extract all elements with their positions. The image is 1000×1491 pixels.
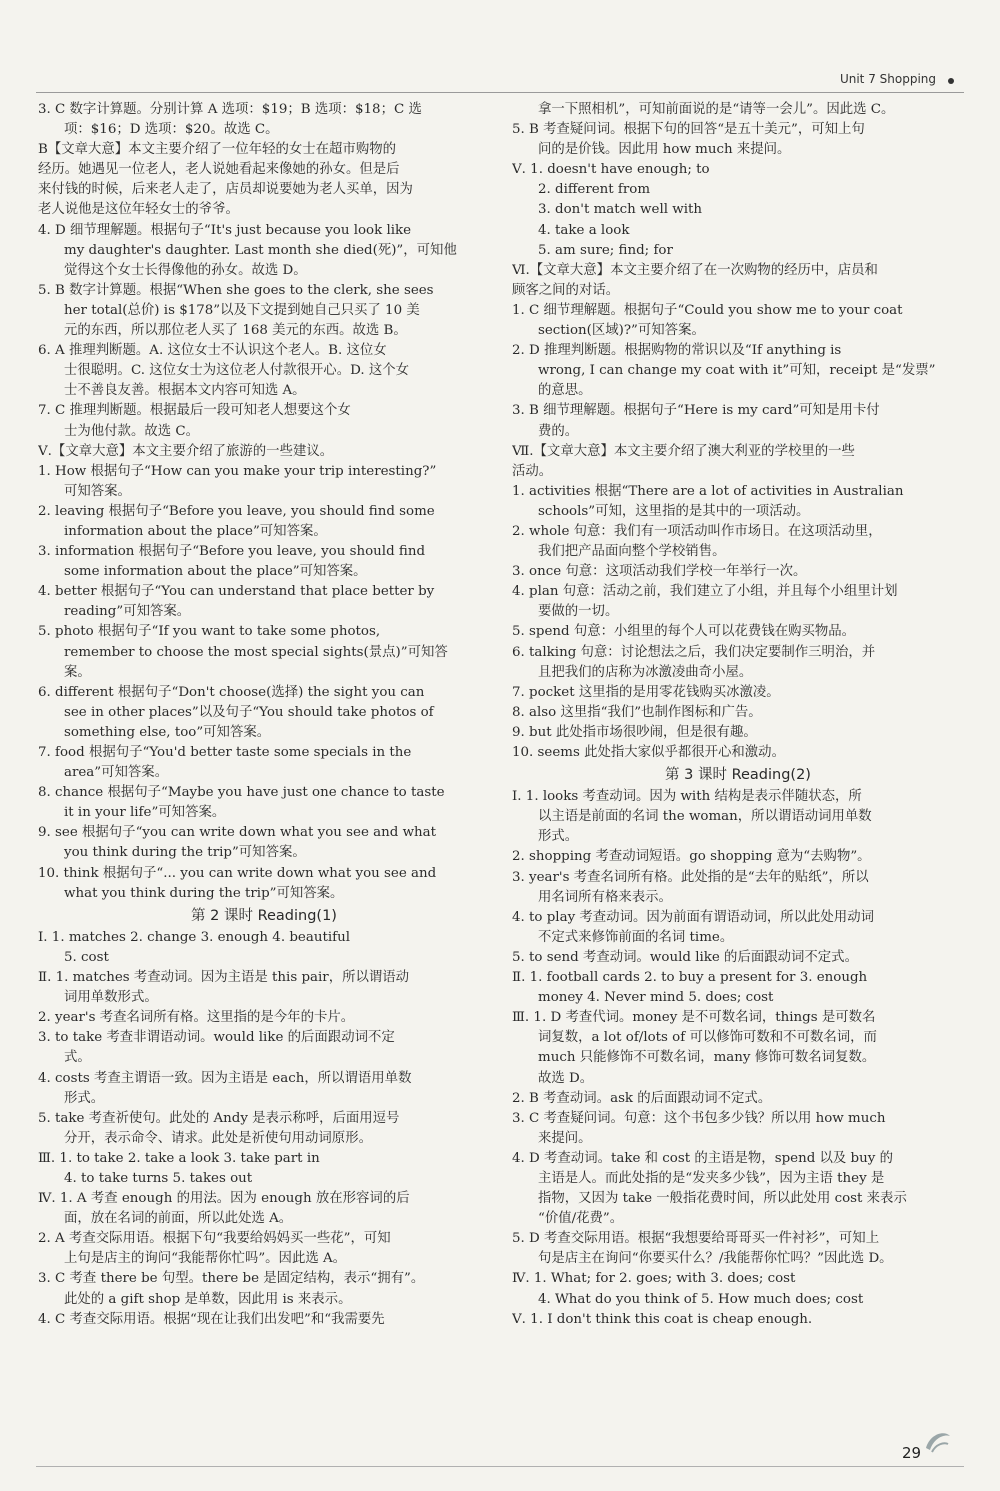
text-line: Ⅱ. 1. football cards 2. to buy a present for 3. enough [512,970,868,986]
text-line: wrong, I can change my coat with it”可知，receipt 是“发票” [538,363,936,379]
text-line: Ⅶ.【文章大意】本文主要介绍了澳大利亚的学校里的一些 [512,443,855,459]
text-line: 3. once 句意：这项活动我们学校一年举行一次。 [512,564,807,580]
text-line: 4. to play 考查动词。因为前面有谓语动词，所以此处用动词 [512,909,874,925]
text-line: it in your life”可知答案。 [64,805,226,821]
text-line: 士为他付款。故选 C。 [64,423,200,439]
text-line: 词用单数形式。 [64,990,158,1006]
text-line: 士很聪明。C. 这位女士为这位老人付款很开心。D. 这个女 [64,363,410,379]
text-line: Ⅵ.【文章大意】本文主要介绍了在一次购物的经历中，店员和 [512,262,878,278]
text-line: what you think during the trip”可知答案。 [64,885,344,901]
text-line: Ⅱ. 1. matches 考查动词。因为主语是 this pair，所以谓语动 [38,970,410,986]
text-line: 5. take 考查祈使句。此处的 Andy 是表示称呼，后面用逗号 [38,1110,400,1126]
text-line: 5. cost [64,949,109,965]
text-line: 9. see 根据句子“you can write down what you see and what [38,825,437,841]
text-line: 4. What do you think of 5. How much does; cost [538,1291,864,1307]
text-line: 1. C 细节理解题。根据句子“Could you show me to your coat [512,302,903,318]
left-column [38,100,490,1330]
text-line: 4. costs 考查主谓语一致。因为主语是 each，所以谓语用单数 [38,1070,412,1086]
text-line: 拿一下照相机”，可知前面说的是“请等一会儿”。因此选 C。 [538,102,895,117]
text-line: 4. C 考查交际用语。根据“现在让我们出发吧”和“我需要先 [38,1311,385,1327]
text-line: 3. year's 考查名词所有格。此处指的是“去年的贴纸”，所以 [512,869,869,885]
text-line: 元的东西，所以那位老人买了 168 美元的东西。故选 B。 [64,323,407,339]
running-header [36,70,964,93]
page-number: 29 [902,1444,922,1462]
text-line: 2. year's 考查名词所有格。这里指的是今年的卡片。 [38,1010,355,1026]
text-line: 词复数，a lot of/lots of 可以修饰可数和不可数名词，而 [538,1030,877,1046]
text-line: 5. photo 根据句子“If you want to take some photos, [38,624,381,640]
text-line: Ⅰ. 1. looks 考查动词。因为 with 结构是表示伴随状态，所 [512,789,862,805]
text-line: 故选 D。 [538,1070,594,1086]
text-line: 活动。 [512,463,553,479]
text-line: 3. don't match well with [538,202,703,218]
text-line: 面，放在名词的前面，所以此处选 A。 [64,1211,293,1227]
text-line: area”可知答案。 [64,765,169,781]
right-column [512,100,964,1330]
text-line: my daughter's daughter. Last month she died(死)”，可知他 [64,242,457,258]
text-line: Ⅴ. 1. I don't think this coat is cheap enough. [512,1311,813,1327]
text-line: 2. A 考查交际用语。根据下句“我要给妈妈买一些花”，可知 [38,1231,391,1247]
text-line: 分开，表示命令、请求。此处是祈使句用动词原形。 [64,1130,372,1146]
text-line: reading”可知答案。 [64,604,191,620]
text-line: Ⅲ. 1. to take 2. take a look 3. take part in [38,1150,320,1166]
header-dot-icon [948,78,954,84]
section-title: 第 2 课时 Reading(1) [191,907,337,924]
text-line: 3. information 根据句子“Before you leave, you should find [38,544,426,560]
text-line: 可知答案。 [64,483,131,499]
text-line: information about the place”可知答案。 [64,523,327,539]
text-line: 4. better 根据句子“You can understand that place better by [38,584,435,600]
text-line: 5. spend 句意：小组里的每个人可以花费钱在购买物品。 [512,624,856,640]
text-line: 3. B 细节理解题。根据句子“Here is my card”可知是用卡付 [512,403,880,419]
text-line: 8. also 这里指“我们”也制作图标和广告。 [512,704,762,720]
text-line: 用名词所有格来表示。 [538,889,672,905]
text-line: 费的。 [538,423,579,439]
text-line: section(区域)?”可知答案。 [538,323,705,339]
text-line: 2. B 考查动词。ask 的后面跟动词不定式。 [512,1090,772,1106]
text-line: 6. talking 句意：讨论想法之后，我们决定要制作三明治，并 [512,644,876,660]
text-line: 的意思。 [538,383,592,399]
text-line: 2. D 推理判断题。根据购物的常识以及“If anything is [512,343,842,359]
text-line: 8. chance 根据句子“Maybe you have just one chance to taste [38,785,445,801]
text-line: 10. think 根据句子“... you can write down what you see and [38,865,437,881]
text-line: 形式。 [64,1090,105,1106]
text-line: 5. to send 考查动词。would like 的后面跟动词不定式。 [512,949,858,965]
text-line: 7. food 根据句子“You'd better taste some specials in the [38,745,412,760]
text-line: some information about the place”可知答案。 [64,564,367,580]
text-line: 问的是价钱。因此用 how much 来提问。 [538,142,791,158]
text-line: 指物，又因为 take 一般指花费时间，所以此处用 cost 来表示 [538,1191,907,1207]
text-line: money 4. Never mind 5. does; cost [538,990,774,1006]
text-line: 此处的 a gift shop 是单数，因此用 is 来表示。 [64,1291,352,1307]
swirl-decoration-icon [922,1428,952,1456]
text-line: 10. seems 此处指大家似乎都很开心和激动。 [512,745,785,760]
text-line: Ⅲ. 1. D 考查代词。money 是不可数名词，things 是可数名 [512,1010,876,1026]
text-line: 主语是人。而此处指的是“发夹多少钱”，因为主语 they 是 [538,1170,885,1186]
text-line: 我们把产品面向整个学校销售。 [538,544,726,560]
text-line: 2. leaving 根据句子“Before you leave, you should find some [38,503,435,519]
text-line: 7. C 推理判断题。根据最后一段可知老人想要这个女 [38,403,351,419]
text-line: 经历。她遇见一位老人，老人说她看起来像她的孙女。但是后 [38,162,400,178]
text-line: 且把我们的店称为冰激凌曲奇小屋。 [538,664,753,680]
text-line: 顾客之间的对话。 [512,282,620,298]
text-line: 9. but 此处指市场很吵闹，但是很有趣。 [512,724,757,740]
text-line: 上句是店主的询问“我能帮你忙吗”。因此选 A。 [64,1251,347,1267]
text-line: 5. B 考查疑问词。根据下句的回答“是五十美元”，可知上句 [512,122,865,138]
text-line: 3. C 数字计算题。分别计算 A 选项：$19；B 选项：$18；C 选 [38,102,422,117]
text-line: 5. B 数字计算题。根据“When she goes to the clerk, she sees [38,282,434,298]
text-line: 不定式来修饰前面的名词 time。 [538,929,734,945]
text-line: 4. to take turns 5. takes out [64,1170,253,1186]
text-line: Ⅴ. 1. doesn't have enough; to [512,162,710,178]
text-line: 6. A 推理判断题。A. 这位女士不认识这个老人。B. 这位女 [38,343,387,359]
text-line: 4. D 考查动词。take 和 cost 的主语是物，spend 以及 buy 的 [512,1150,893,1166]
text-line: “价值/花费”。 [538,1211,624,1227]
text-line: 士不善良友善。根据本文内容可知选 A。 [64,383,306,399]
text-line: 5. am sure; find; for [538,242,673,258]
text-line: B【文章大意】本文主要介绍了一位年轻的女士在超市购物的 [38,142,396,158]
text-line: 5. D 考查交际用语。根据“我想要给哥哥买一件衬衫”，可知上 [512,1231,880,1247]
text-line: 式。 [64,1050,91,1066]
text-line: you think during the trip”可知答案。 [64,845,306,861]
text-line: 要做的一切。 [538,604,619,620]
text-line: 项：$16；D 选项：$20。故选 C。 [64,122,279,138]
text-line: 以主语是前面的名词 the woman，所以谓语动词用单数 [538,809,872,825]
text-line: 案。 [64,664,91,680]
text-line: 觉得这个女士长得像他的孙女。故选 D。 [64,262,307,278]
text-line: Ⅳ. 1. What; for 2. goes; with 3. does; cost [512,1271,796,1287]
text-line: 3. to take 考查非谓语动词。would like 的后面跟动词不定 [38,1030,395,1046]
text-line: remember to choose the most special sights(景点)”可知答 [64,644,448,660]
text-line: schools”可知，这里指的是其中的一项活动。 [538,503,810,519]
text-line: 形式。 [538,829,579,845]
text-line: 2. whole 句意：我们有一项活动叫作市场日。在这项活动里， [512,523,882,539]
text-line: 1. activities 根据“There are a lot of activities in Australian [512,483,904,499]
text-line: her total(总价) is $178”以及下文提到她自己只买了 10 美 [64,302,420,318]
unit-title: Unit 7 Shopping [839,72,936,86]
text-line: much 只能修饰不可数名词，many 修饰可数名词复数。 [538,1050,876,1066]
text-line: 老人说他是这位年轻女士的爷爷。 [38,202,239,218]
text-line: Ⅳ. 1. A 考查 enough 的用法。因为 enough 放在形容词的后 [38,1191,410,1207]
text-line: 句是店主在询问“你要买什么？/我能帮你忙吗？”因此选 D。 [538,1251,893,1267]
text-line: Ⅴ.【文章大意】本文主要介绍了旅游的一些建议。 [38,443,334,459]
section-title: 第 3 课时 Reading(2) [665,767,811,784]
text-line: 2. shopping 考查动词短语。go shopping 意为“去购物”。 [512,849,871,865]
text-line: 1. How 根据句子“How can you make your trip interesting?” [38,463,437,479]
text-line: see in other places”以及句子“You should take photos of [64,704,434,720]
text-line: 6. different 根据句子“Don't choose(选择) the sight you can [38,684,425,700]
text-line: 3. C 考查疑问词。句意：这个书包多少钱？所以用 how much [512,1110,886,1126]
text-line: 4. D 细节理解题。根据句子“It's just because you look like [38,222,412,238]
text-line: 2. different from [538,182,651,198]
text-line: 3. C 考查 there be 句型。there be 是固定结构，表示“拥有”。 [38,1271,425,1287]
text-line: 4. take a look [538,222,630,238]
footer-rule [36,1466,964,1467]
text-line: something else, too”可知答案。 [64,724,271,740]
text-line: Ⅰ. 1. matches 2. change 3. enough 4. beautiful [38,929,350,945]
text-line: 7. pocket 这里指的是用零花钱购买冰激凌。 [512,684,780,700]
text-line: 来提问。 [538,1130,592,1146]
text-line: 4. plan 句意：活动之前，我们建立了小组，并且每个小组里计划 [512,584,898,600]
text-line: 来付钱的时候，后来老人走了，店员却说要她为老人买单，因为 [38,182,413,198]
